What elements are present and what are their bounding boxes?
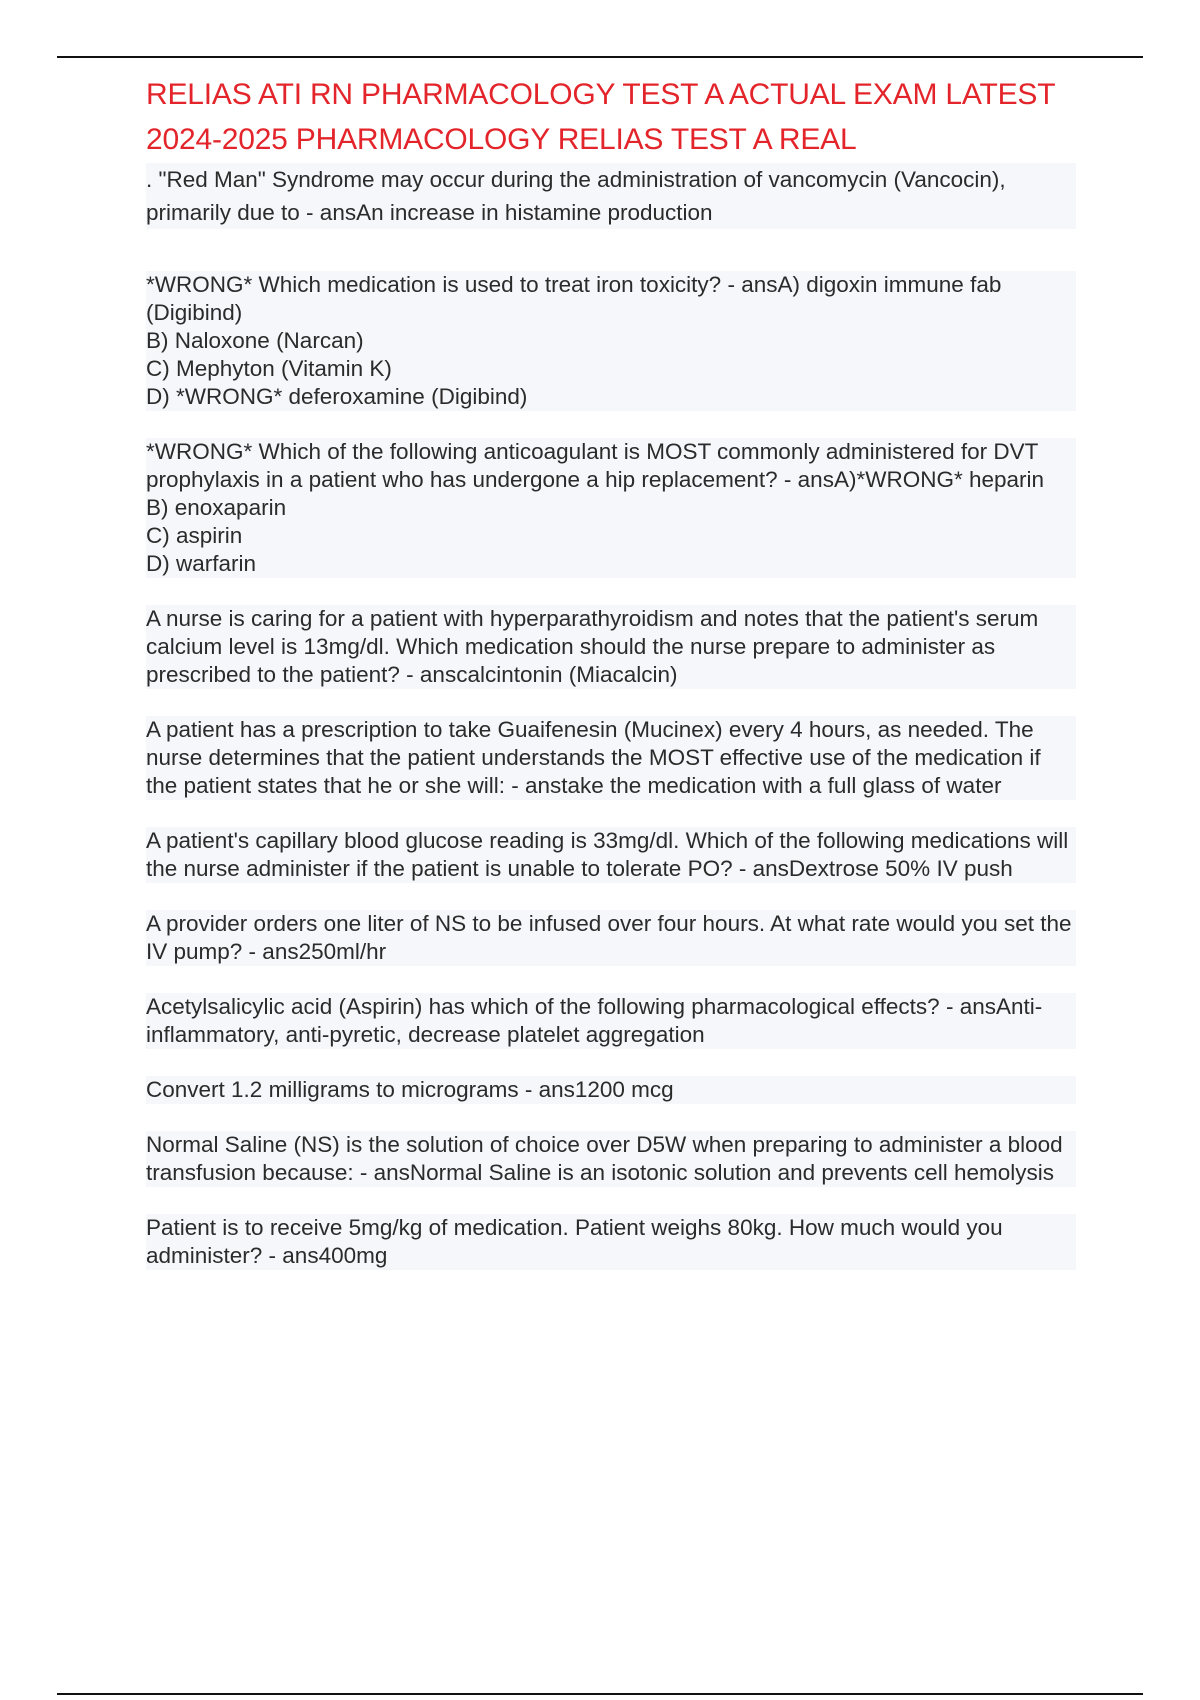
qa-entry [146, 163, 1076, 229]
document-title [146, 72, 1086, 162]
qa-entry [146, 438, 1076, 578]
qa-entry [146, 1131, 1076, 1187]
question-text: A nurse is caring for a patient with hyperparathyroidism and notes that the patient's serum calcium level is 13mg/dl. Which medication should the nurse prepare to administer as prescribed to the patient? - ans [146, 606, 1039, 687]
answer-text: A) digoxin immune fab (Digibind) [146, 272, 1002, 325]
qa-entry [146, 1076, 1076, 1104]
question-text: *WRONG* Which of the following anticoagulant is MOST commonly administered for DVT prophylaxis in a patient who has undergone a hip replacement? - ans [146, 439, 1039, 492]
answer-text: 250ml/hr [298, 939, 387, 964]
option-text: D) warfarin [146, 551, 257, 576]
option-text: C) aspirin [146, 523, 243, 548]
question-text: Normal Saline (NS) is the solution of choice over D5W when preparing to administer a blood transfusion because: - ans [146, 1132, 1063, 1185]
question-text: Convert 1.2 milligrams to micrograms - ans [146, 1077, 575, 1102]
qa-entry [146, 605, 1076, 689]
answer-text: Normal Saline is an isotonic solution and prevents cell hemolysis [409, 1160, 1054, 1185]
question-text: *WRONG* Which medication is used to treat iron toxicity? - ans [146, 272, 778, 297]
qa-entry [146, 827, 1076, 883]
option-text: C) Mephyton (Vitamin K) [146, 356, 392, 381]
question-text: Acetylsalicylic acid (Aspirin) has which of the following pharmacological effects? - ans [146, 994, 996, 1019]
qa-entry [146, 910, 1076, 966]
top-rule [57, 56, 1143, 58]
answer-text: A)*WRONG* heparin [833, 467, 1045, 492]
answer-text: calcintonin (Miacalcin) [456, 662, 678, 687]
question-text: A patient's capillary blood glucose reading is 33mg/dl. Which of the following medications will the nurse administer if the patient is unable to tolerate PO? - ans [146, 828, 1069, 881]
option-text: B) Naloxone (Narcan) [146, 328, 364, 353]
document-body [146, 72, 1086, 1297]
qa-entry [146, 993, 1076, 1049]
bottom-rule [57, 1693, 1143, 1695]
title-line-1: RELIAS ATI RN PHARMACOLOGY TEST A ACTUAL EXAM LATEST [146, 78, 1056, 111]
qa-entry [146, 271, 1076, 411]
qa-entry [146, 716, 1076, 800]
answer-text: Dextrose 50% IV push [788, 856, 1013, 881]
answer-text: An increase in histamine production [356, 200, 713, 225]
answer-text: 1200 mcg [574, 1077, 674, 1102]
question-text: . "Red Man" Syndrome may occur during the administration of vancomycin (Vancocin), primarily due to - ans [146, 167, 1006, 225]
qa-entry [146, 1214, 1076, 1270]
question-text: Patient is to receive 5mg/kg of medication. Patient weighs 80kg. How much would you administer? - ans [146, 1215, 1003, 1268]
answer-text: 400mg [318, 1243, 388, 1268]
question-text: A patient has a prescription to take Guaifenesin (Mucinex) every 4 hours, as needed. The nurse determines that the patient understands the MOST effective use of the medication if the patient states that he or she will: - ans [146, 717, 1041, 798]
question-text: A provider orders one liter of NS to be infused over four hours. At what rate would you set the IV pump? - ans [146, 911, 1072, 964]
option-text: D) *WRONG* deferoxamine (Digibind) [146, 384, 528, 409]
option-text: B) enoxaparin [146, 495, 287, 520]
answer-text: Anti-inflammatory, anti-pyretic, decrease platelet aggregation [146, 994, 1043, 1047]
title-line-2: 2024-2025 PHARMACOLOGY RELIAS TEST A REAL [146, 123, 857, 156]
answer-text: take the medication with a full glass of water [561, 773, 1002, 798]
